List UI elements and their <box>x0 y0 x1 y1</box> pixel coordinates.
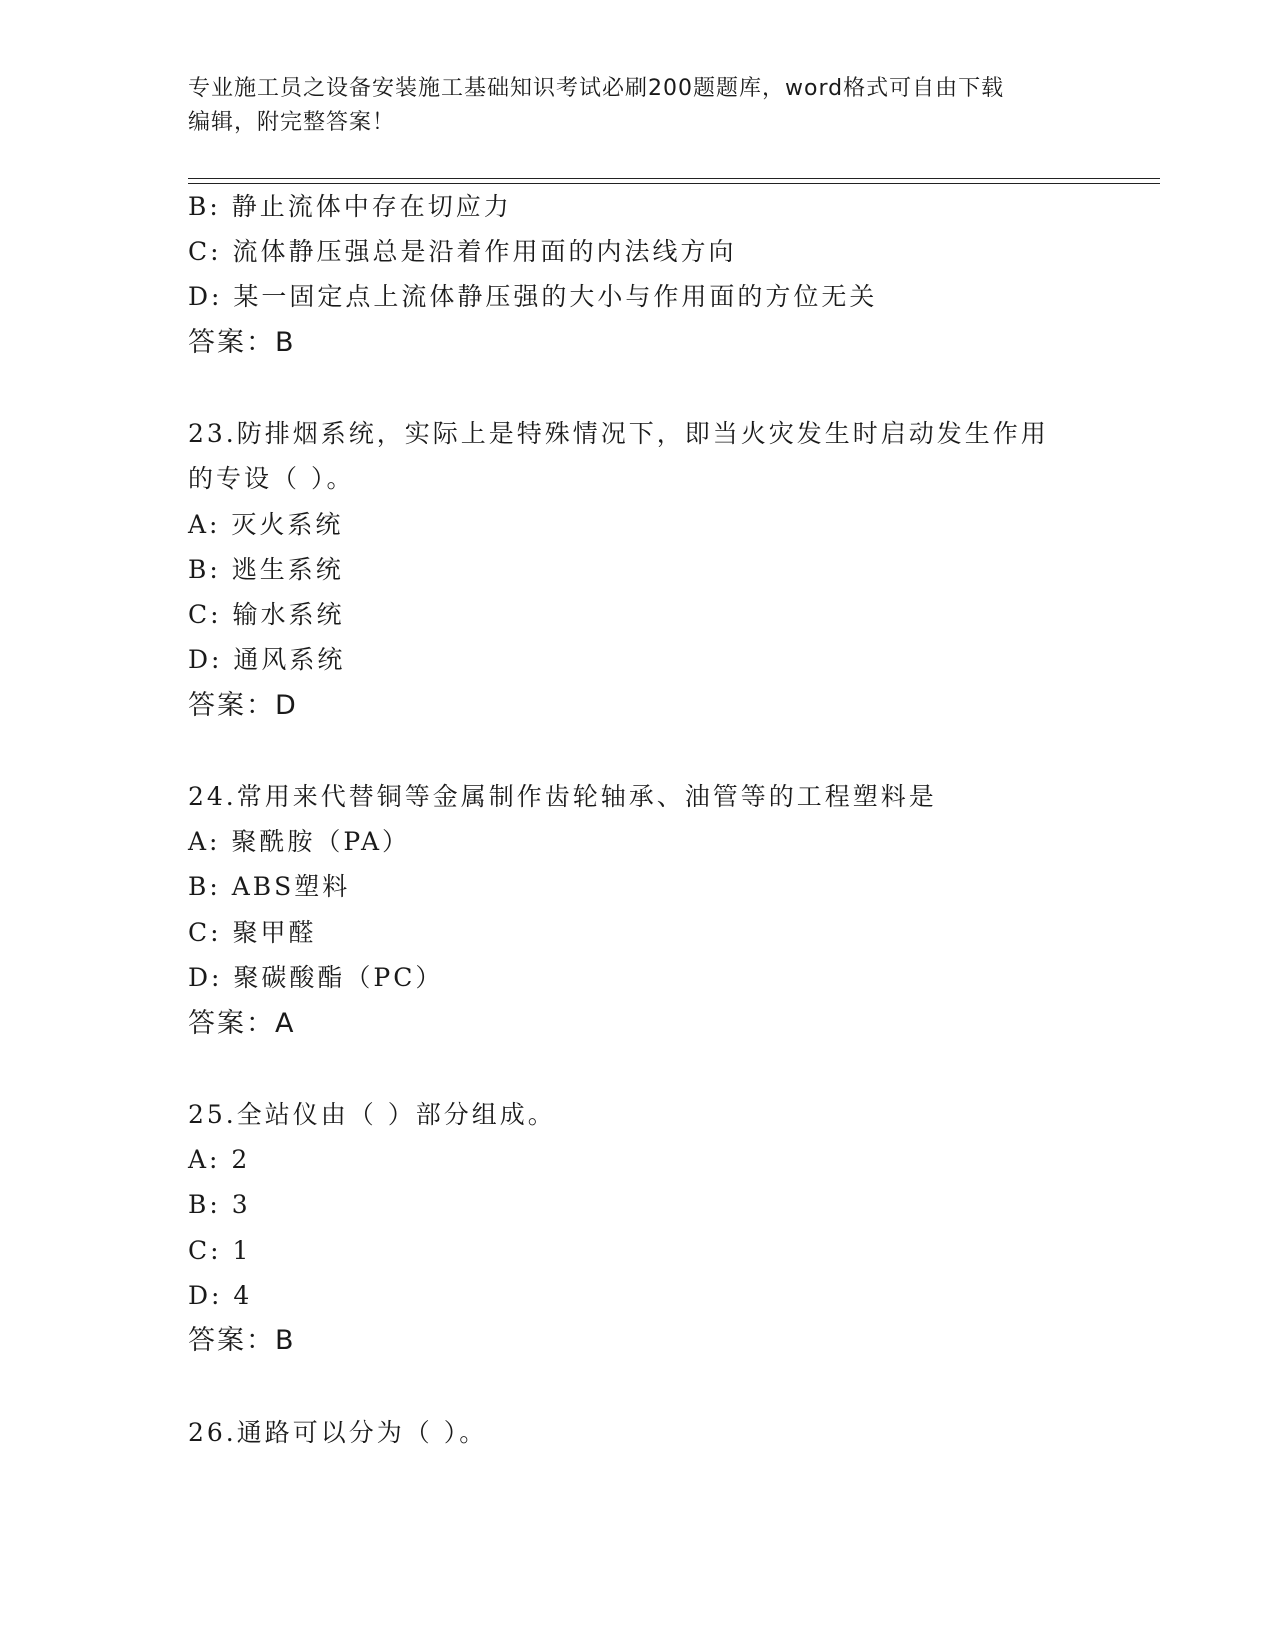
q24-option-b: B: ABS塑料 <box>188 872 351 901</box>
q23-option-b: B: 逃生系统 <box>188 555 344 584</box>
header-line-2: 编辑，附完整答案！ <box>188 110 396 135</box>
header-divider-top <box>188 178 1160 179</box>
q25-option-b: B: 3 <box>188 1190 251 1219</box>
q24-option-c: C: 聚甲醛 <box>188 918 317 947</box>
q24-stem: 24.常用来代替铜等金属制作齿轮轴承、油管等的工程塑料是 <box>188 782 937 811</box>
q24-option-a: A: 聚酰胺（PA） <box>188 827 411 856</box>
document-header <box>188 72 1088 140</box>
q24-answer: 答案：A <box>188 1008 296 1039</box>
q22-answer: 答案：B <box>188 327 296 358</box>
q26-stem: 26.通路可以分为（ ）。 <box>188 1418 488 1447</box>
q22-option-d: D: 某一固定点上流体静压强的大小与作用面的方位无关 <box>188 282 878 311</box>
q23-stem-line-1: 23.防排烟系统，实际上是特殊情况下，即当火灾发生时启动发生作用 <box>188 419 1049 448</box>
q23-option-d: D: 通风系统 <box>188 645 346 674</box>
q25-option-c: C: 1 <box>188 1236 252 1265</box>
q25-option-a: A: 2 <box>188 1145 251 1174</box>
q25-stem: 25.全站仪由（ ）部分组成。 <box>188 1100 556 1129</box>
q23-option-a: A: 灭火系统 <box>188 510 344 539</box>
header-line-1: 专业施工员之设备安装施工基础知识考试必刷200题题库，word格式可自由下载 <box>188 76 1005 101</box>
q22-option-c: C: 流体静压强总是沿着作用面的内法线方向 <box>188 237 737 266</box>
q22-option-b: B: 静止流体中存在切应力 <box>188 192 512 221</box>
q23-answer: 答案：D <box>188 690 298 721</box>
q24-option-d: D: 聚碳酸酯（PC） <box>188 963 444 992</box>
q25-option-d: D: 4 <box>188 1281 253 1310</box>
q23-stem-line-2: 的专设（ ）。 <box>188 464 355 493</box>
header-divider-bottom <box>188 183 1160 184</box>
q25-answer: 答案：B <box>188 1325 296 1356</box>
q23-option-c: C: 输水系统 <box>188 600 345 629</box>
